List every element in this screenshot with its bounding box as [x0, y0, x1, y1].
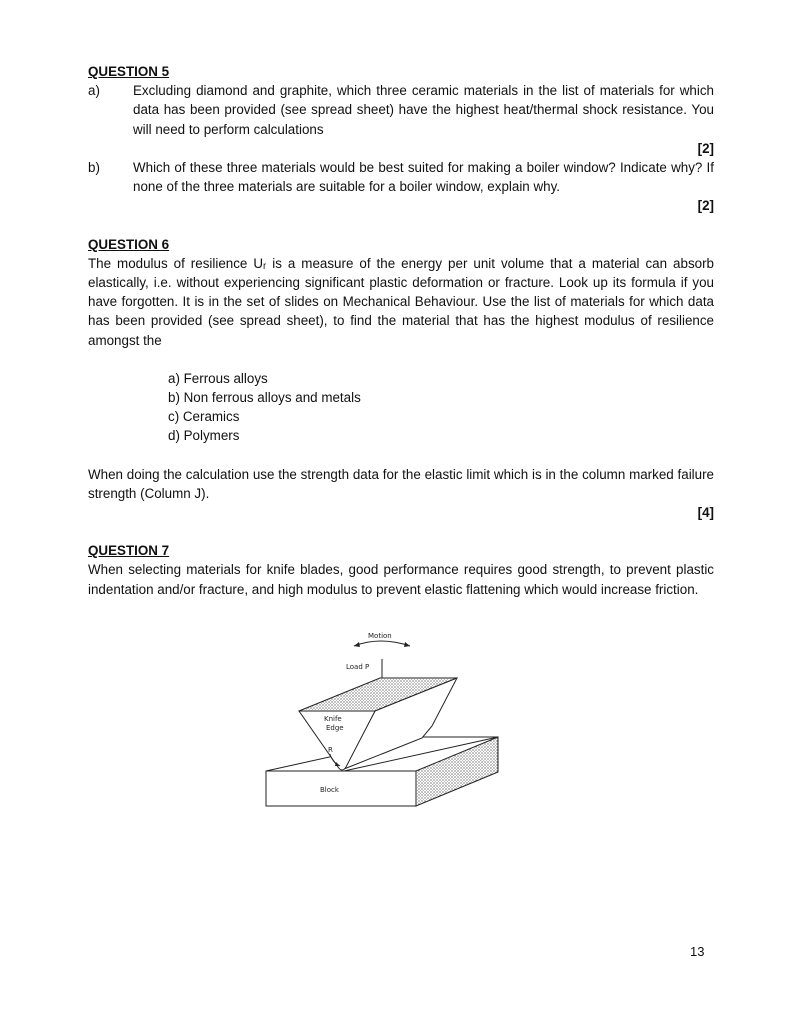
- list-item: b) Non ferrous alloys and metals: [168, 390, 361, 406]
- edge-label: Edge: [326, 724, 344, 732]
- list-item: c) Ceramics: [168, 409, 240, 425]
- motion-label: Motion: [368, 632, 392, 640]
- question-6-list: [168, 369, 714, 446]
- page-number: 13: [690, 944, 705, 959]
- question-6-title: QUESTION 6: [88, 236, 170, 252]
- question-5a-label: a): [88, 83, 100, 99]
- radius-label: R: [328, 746, 333, 754]
- motion-arrowhead-left: [354, 642, 360, 647]
- question-5a: [88, 81, 714, 139]
- block-label: Block: [320, 786, 339, 794]
- question-5b-label: b): [88, 160, 100, 176]
- question-7-text: When selecting materials for knife blades, good performance requires good strength, to prevent plastic indentation and/or fracture, and high modulus to prevent elastic flattening which would increase friction.: [88, 562, 714, 597]
- knife-label: Knife: [324, 715, 342, 723]
- list-item: d) Polymers: [168, 428, 240, 444]
- question-6-intro: The modulus of resilience Uᵣ is a measure of the energy per unit volume that a material can absorb elastically, i.e. without experiencing significant plastic deformation or fracture. Look up its formula if you have forgotten. It is in the set of slides on Mechanical Behaviour. Use the list of materials for which data has been provided (see spread sheet), to find the material that has the highest modulus of resilience amongst the: [88, 255, 714, 348]
- question-5a-text: Excluding diamond and graphite, which three ceramic materials in the list of materials for which data has been provided (see spread sheet) have the highest heat/thermal shock resistance. You will need to perform calculations: [133, 83, 714, 137]
- question-5a-mark: [2]: [697, 140, 714, 156]
- motion-arrowhead-right: [404, 642, 410, 647]
- load-label: Load P: [346, 663, 370, 671]
- list-item: a) Ferrous alloys: [168, 370, 268, 386]
- block-front-face: [266, 771, 416, 806]
- question-6-mark: [4]: [697, 505, 714, 520]
- question-5b-mark: [2]: [697, 198, 714, 214]
- question-6-note: When doing the calculation use the strength data for the elastic limit which is in the column marked failure strength (Column J).: [88, 466, 714, 501]
- question-7-title: QUESTION 7: [88, 543, 170, 559]
- question-5-title: QUESTION 5: [88, 64, 170, 79]
- question-5b: [88, 158, 714, 196]
- page-content: [88, 62, 714, 599]
- knife-edge-figure: [262, 626, 512, 811]
- motion-arrow: [354, 641, 410, 646]
- question-5b-text: Which of these three materials would be best suited for making a boiler window? Indicate why? If none of the three materials are suitable for a boiler window, explain why.: [133, 160, 714, 195]
